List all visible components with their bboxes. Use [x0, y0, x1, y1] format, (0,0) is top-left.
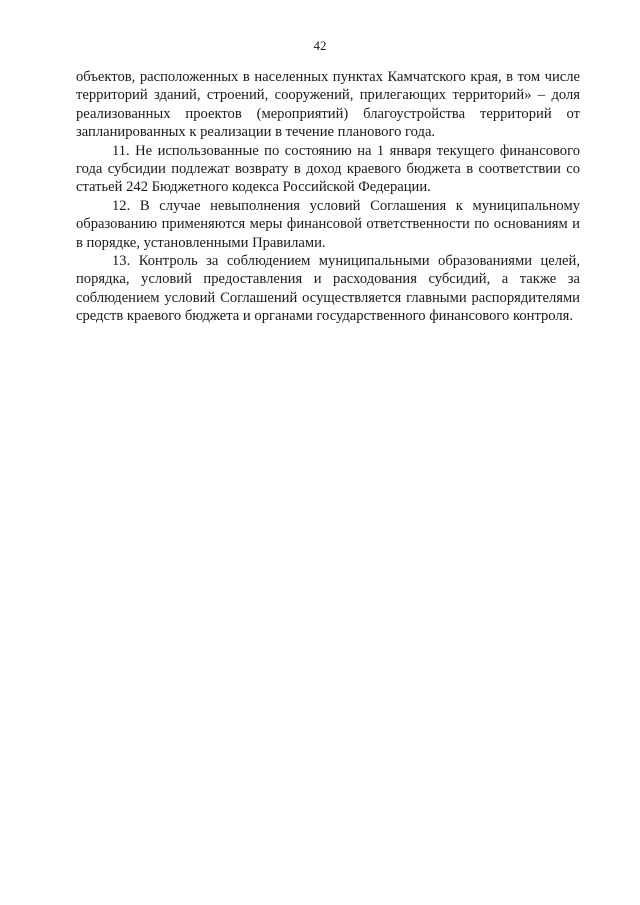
page-number: 42	[313, 38, 327, 53]
document-body	[76, 68, 580, 326]
paragraph-13: 13. Контроль за соблюдением муниципальными образованиями целей, порядка, условий предоставления и расходования субсидий, а также за соблюдением условий Соглашений осуществляется главными распорядителями средств краевого бюджета и органами государственного финансового контроля.	[76, 253, 580, 325]
paragraph-continuation: объектов, расположенных в населенных пунктах Камчатского края, в том числе территорий зданий, строений, сооружений, прилегающих территорий» – доля реализованных проектов (мероприятий) благоустройства территорий от запланированных к реализации в течение планового года.	[76, 69, 580, 141]
paragraph-11: 11. Не использованные по состоянию на 1 января текущего финансового года субсидии подлежат возврату в доход краевого бюджета в соответствии со статьей 242 Бюджетного кодекса Российской Федерации.	[76, 142, 580, 196]
paragraph-12: 12. В случае невыполнения условий Соглашения к муниципальному образованию применяются меры финансовой ответственности по основаниям и в порядке, установленными Правилами.	[76, 197, 580, 251]
